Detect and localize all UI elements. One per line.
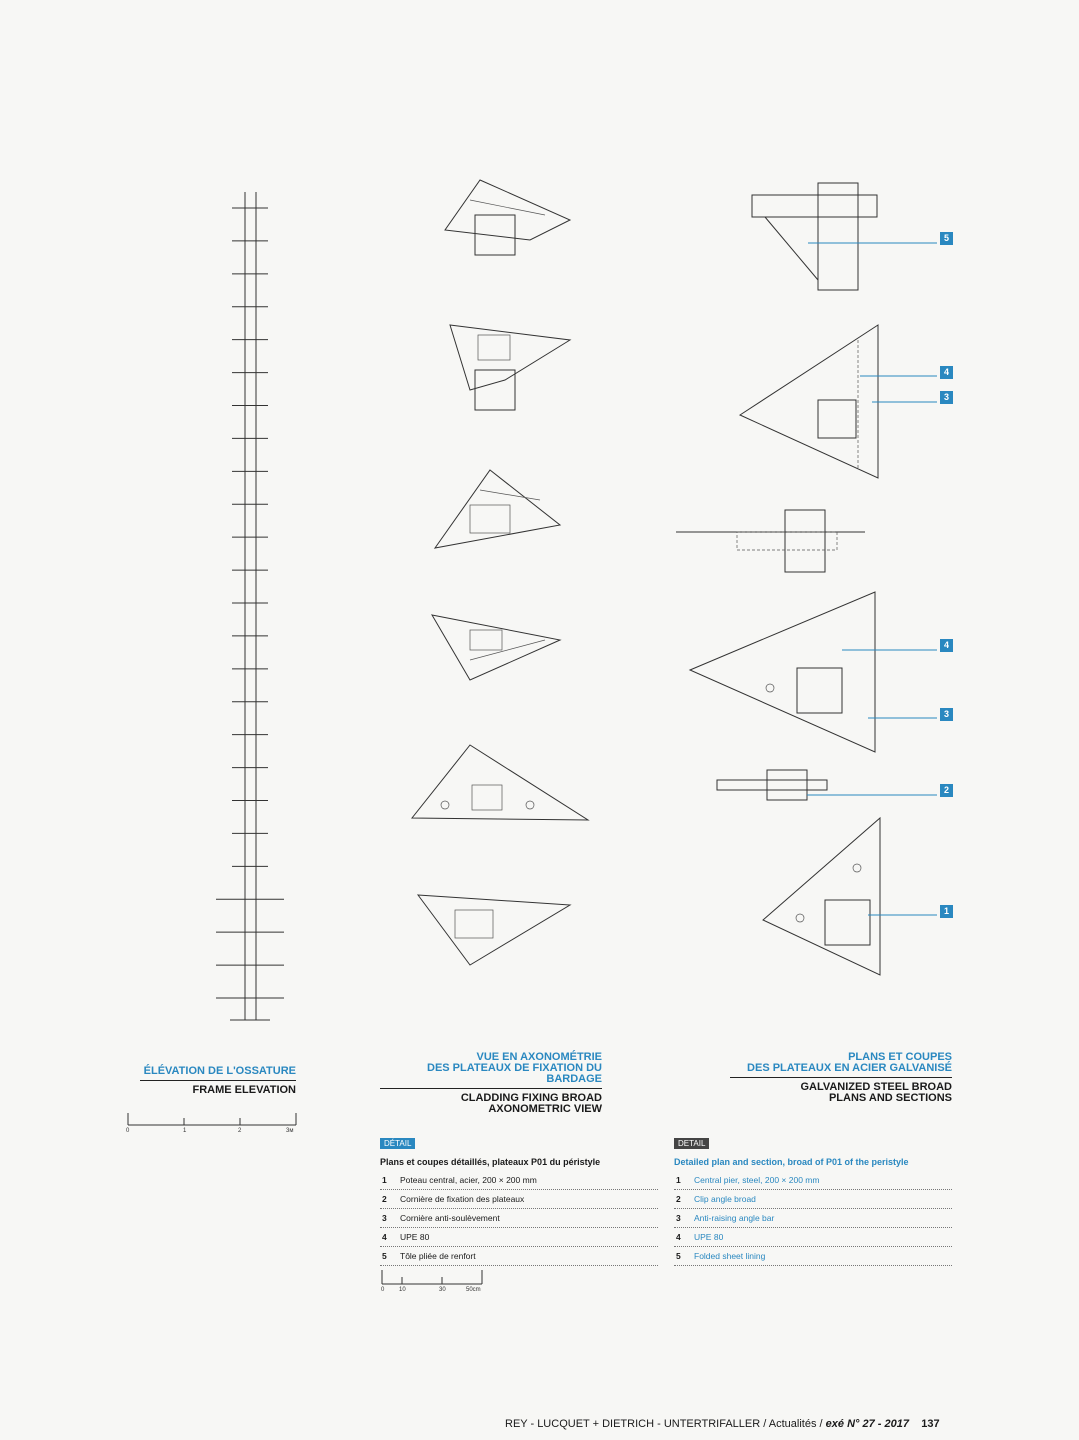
frame-elevation-drawing (216, 192, 284, 1020)
legend-item (380, 1190, 658, 1209)
elevation-scale-bar (128, 1113, 296, 1125)
detail-legend-fr (380, 1133, 658, 1266)
axonometric-view-4 (432, 615, 560, 680)
legend-item (674, 1190, 952, 1209)
scale-label: 30 (439, 1287, 446, 1293)
item-number: 4 (676, 1232, 681, 1242)
scale-label: 50cm (466, 1287, 481, 1293)
caption-frame-elevation (140, 1066, 296, 1096)
item-number: 3 (676, 1213, 681, 1223)
detail-heading: Plans et coupes détaillés, plateaux P01 du péristyle (380, 1157, 601, 1167)
scale-label: 0 (381, 1287, 385, 1293)
scale-label: 3м (286, 1128, 294, 1134)
legend-item (380, 1247, 658, 1266)
legend-item (380, 1228, 658, 1247)
caption-en-line1: GALVANIZED STEEL BROAD (800, 1081, 952, 1093)
section-view-middle (676, 510, 865, 572)
callout-badge: 5 (940, 232, 953, 245)
legend-item (380, 1171, 658, 1190)
legend-item (674, 1228, 952, 1247)
detail-heading: Detailed plan and section, broad of P01 of the peristyle (674, 1157, 909, 1167)
item-text: Poteau central, acier, 200 × 200 mm (400, 1175, 537, 1185)
item-text: Anti-raising angle bar (694, 1213, 775, 1223)
item-text: Cornière anti-soulèvement (400, 1213, 500, 1223)
caption-rule (730, 1077, 952, 1078)
page-number: 137 (921, 1418, 940, 1430)
item-number: 5 (676, 1251, 681, 1261)
item-text: Central pier, steel, 200 × 200 mm (694, 1175, 820, 1185)
footer-authors: REY - LUCQUET + DIETRICH - UNTERTRIFALLER (505, 1418, 761, 1430)
legend-item (674, 1209, 952, 1228)
callout-badge: 1 (940, 905, 953, 918)
callout-badge: 2 (940, 784, 953, 797)
caption-axonometric (380, 1052, 602, 1115)
item-text: Clip angle broad (694, 1194, 756, 1204)
scale-label: 10 (399, 1287, 406, 1293)
caption-en-line1: CLADDING FIXING BROAD (460, 1092, 602, 1104)
caption-en: FRAME ELEVATION (192, 1084, 296, 1096)
item-number: 1 (382, 1175, 387, 1185)
caption-en-line2: AXONOMETRIC VIEW (488, 1103, 602, 1115)
section-view-bottom (717, 770, 937, 800)
scale-label: 0 (126, 1128, 130, 1134)
axonometric-view-3 (435, 470, 560, 548)
item-text: UPE 80 (400, 1232, 430, 1242)
caption-fr-line1: PLANS ET COUPES (848, 1051, 952, 1063)
item-text: Tôle pliée de renfort (400, 1251, 476, 1261)
item-number: 2 (676, 1194, 681, 1204)
caption-fr-line1: VUE EN AXONOMÉTRIE (476, 1051, 602, 1063)
callout-badge: 4 (940, 366, 953, 379)
axonometric-view-6 (418, 895, 570, 965)
caption-fr: ÉLÉVATION DE L'OSSATURE (143, 1065, 296, 1077)
axonometric-view-1 (445, 180, 570, 255)
item-text: Folded sheet lining (694, 1251, 766, 1261)
detail-tag: DÉTAIL (380, 1138, 415, 1149)
scale-label: 2 (238, 1128, 242, 1134)
caption-fr-line2: DES PLATEAUX DE FIXATION DU BARDAGE (427, 1062, 602, 1085)
caption-plans-sections (730, 1052, 952, 1104)
detail-scale-bar (382, 1270, 482, 1284)
axonometric-view-2 (450, 325, 570, 410)
caption-rule (380, 1088, 602, 1089)
plan-view-2 (690, 592, 937, 752)
callout-badge: 4 (940, 639, 953, 652)
axonometric-view-5 (412, 745, 588, 820)
item-text: Cornière de fixation des plateaux (400, 1194, 525, 1204)
footer-magazine: exé N° 27 - 2017 (825, 1418, 909, 1430)
item-text: UPE 80 (694, 1232, 724, 1242)
legend-item (674, 1171, 952, 1190)
callout-badge: 3 (940, 708, 953, 721)
running-footer: REY - LUCQUET + DIETRICH - UNTERTRIFALLER / Actualités / exé N° 27 - 2017 137 (505, 1418, 940, 1430)
scale-label: 1 (183, 1128, 187, 1134)
item-number: 5 (382, 1251, 387, 1261)
footer-section: Actualités (768, 1418, 817, 1430)
item-number: 1 (676, 1175, 681, 1185)
detail-tag: DETAIL (674, 1138, 709, 1149)
caption-en-line2: PLANS AND SECTIONS (828, 1092, 952, 1104)
item-number: 3 (382, 1213, 387, 1223)
legend-item (674, 1247, 952, 1266)
detail-legend-en (674, 1133, 952, 1266)
caption-rule (140, 1080, 296, 1081)
callout-badge: 3 (940, 391, 953, 404)
item-number: 4 (382, 1232, 387, 1242)
plan-view-1 (740, 325, 937, 478)
item-number: 2 (382, 1194, 387, 1204)
caption-fr-line2: DES PLATEAUX EN ACIER GALVANISÉ (747, 1062, 952, 1074)
section-view-top (752, 183, 937, 290)
plan-view-3 (763, 818, 937, 975)
legend-item (380, 1209, 658, 1228)
